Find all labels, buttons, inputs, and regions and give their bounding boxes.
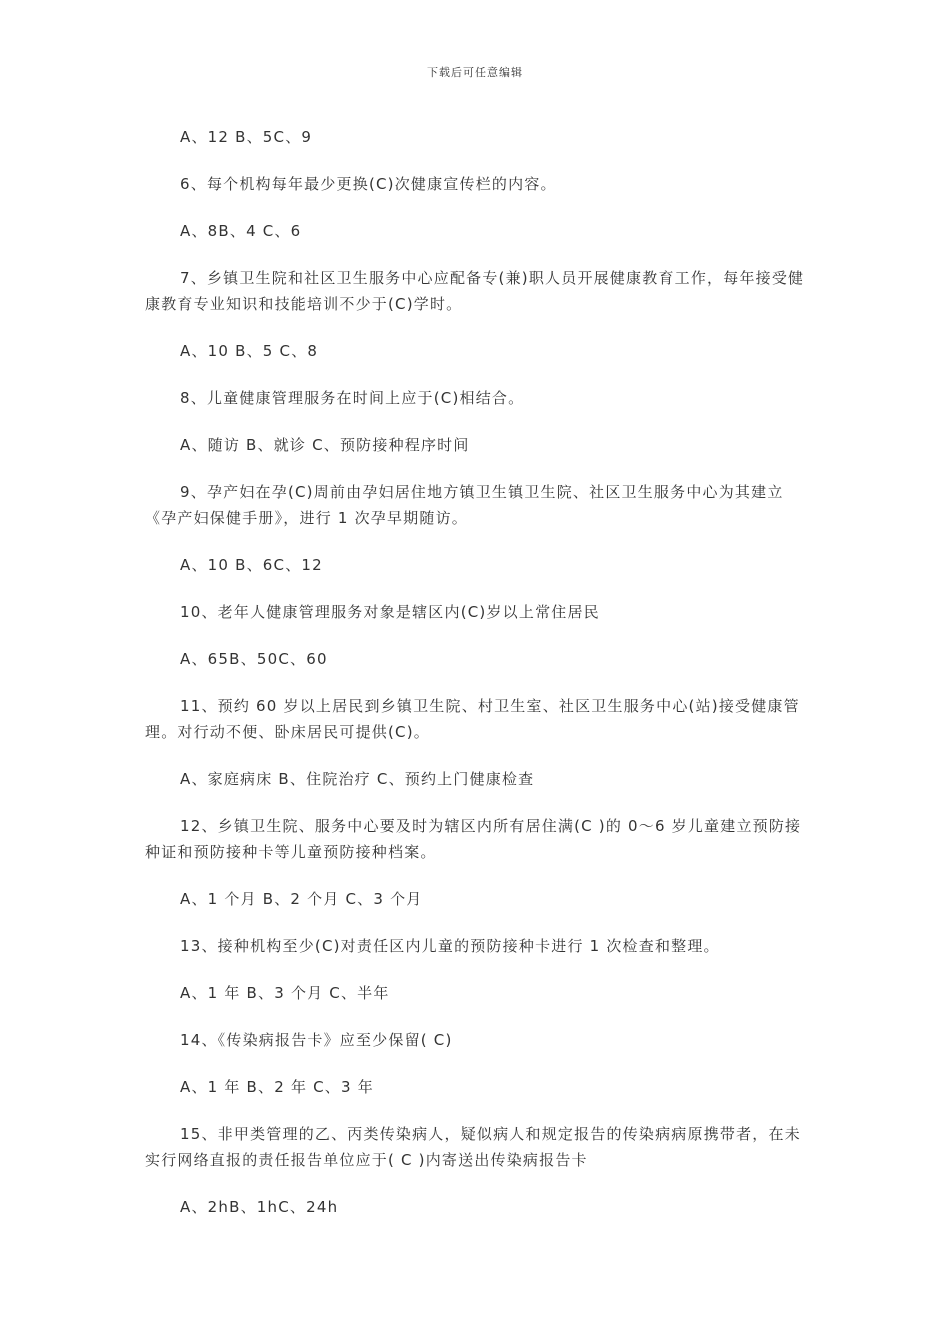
question-15: 15、非甲类管理的乙、丙类传染病人，疑似病人和规定报告的传染病病原携带者，在未实行网络直报的责任报告单位应于( C )内寄送出传染病报告卡 <box>145 1125 801 1169</box>
answer-options-q14: A、1 年 B、2 年 C、3 年 <box>180 1078 374 1096</box>
answer-options-q9: A、10 B、6C、12 <box>180 556 323 574</box>
answer-options-q10: A、65B、50C、60 <box>180 650 328 668</box>
question-7: 7、乡镇卫生院和社区卫生服务中心应配备专(兼)职人员开展健康教育工作，每年接受健康教育专业知识和技能培训不少于(C)学时。 <box>145 269 805 313</box>
answer-options-q15: A、2hB、1hC、24h <box>180 1198 339 1216</box>
answer-options-q8: A、随访 B、就诊 C、预防接种程序时间 <box>180 436 470 454</box>
document-body <box>145 124 807 1241</box>
question-12: 12、乡镇卫生院、服务中心要及时为辖区内所有居住满(C )的 0～6 岁儿童建立预防接种证和预防接种卡等儿童预防接种档案。 <box>145 817 802 861</box>
question-10: 10、老年人健康管理服务对象是辖区内(C)岁以上常住居民 <box>180 603 600 621</box>
answer-options-q12: A、1 个月 B、2 个月 C、3 个月 <box>180 890 423 908</box>
answer-options-q5: A、12 B、5C、9 <box>180 128 313 146</box>
question-8: 8、儿童健康管理服务在时间上应于(C)相结合。 <box>180 389 525 407</box>
question-11: 11、预约 60 岁以上居民到乡镇卫生院、村卫生室、社区卫生服务中心(站)接受健康管理。对行动不便、卧床居民可提供(C)。 <box>145 697 800 741</box>
question-14: 14、《传染病报告卡》应至少保留( C) <box>180 1031 453 1049</box>
answer-options-q6: A、8B、4 C、6 <box>180 222 302 240</box>
answer-options-q13: A、1 年 B、3 个月 C、半年 <box>180 984 390 1002</box>
question-9: 9、孕产妇在孕(C)周前由孕妇居住地方镇卫生镇卫生院、社区卫生服务中心为其建立《孕产妇保健手册》，进行 1 次孕早期随访。 <box>145 483 784 527</box>
answer-options-q7: A、10 B、5 C、8 <box>180 342 319 360</box>
question-13: 13、接种机构至少(C)对责任区内儿童的预防接种卡进行 1 次检查和整理。 <box>180 937 720 955</box>
question-6: 6、每个机构每年最少更换(C)次健康宣传栏的内容。 <box>180 175 557 193</box>
page-header: 下载后可任意编辑 <box>427 66 523 79</box>
answer-options-q11: A、家庭病床 B、住院治疗 C、预约上门健康检查 <box>180 770 535 788</box>
